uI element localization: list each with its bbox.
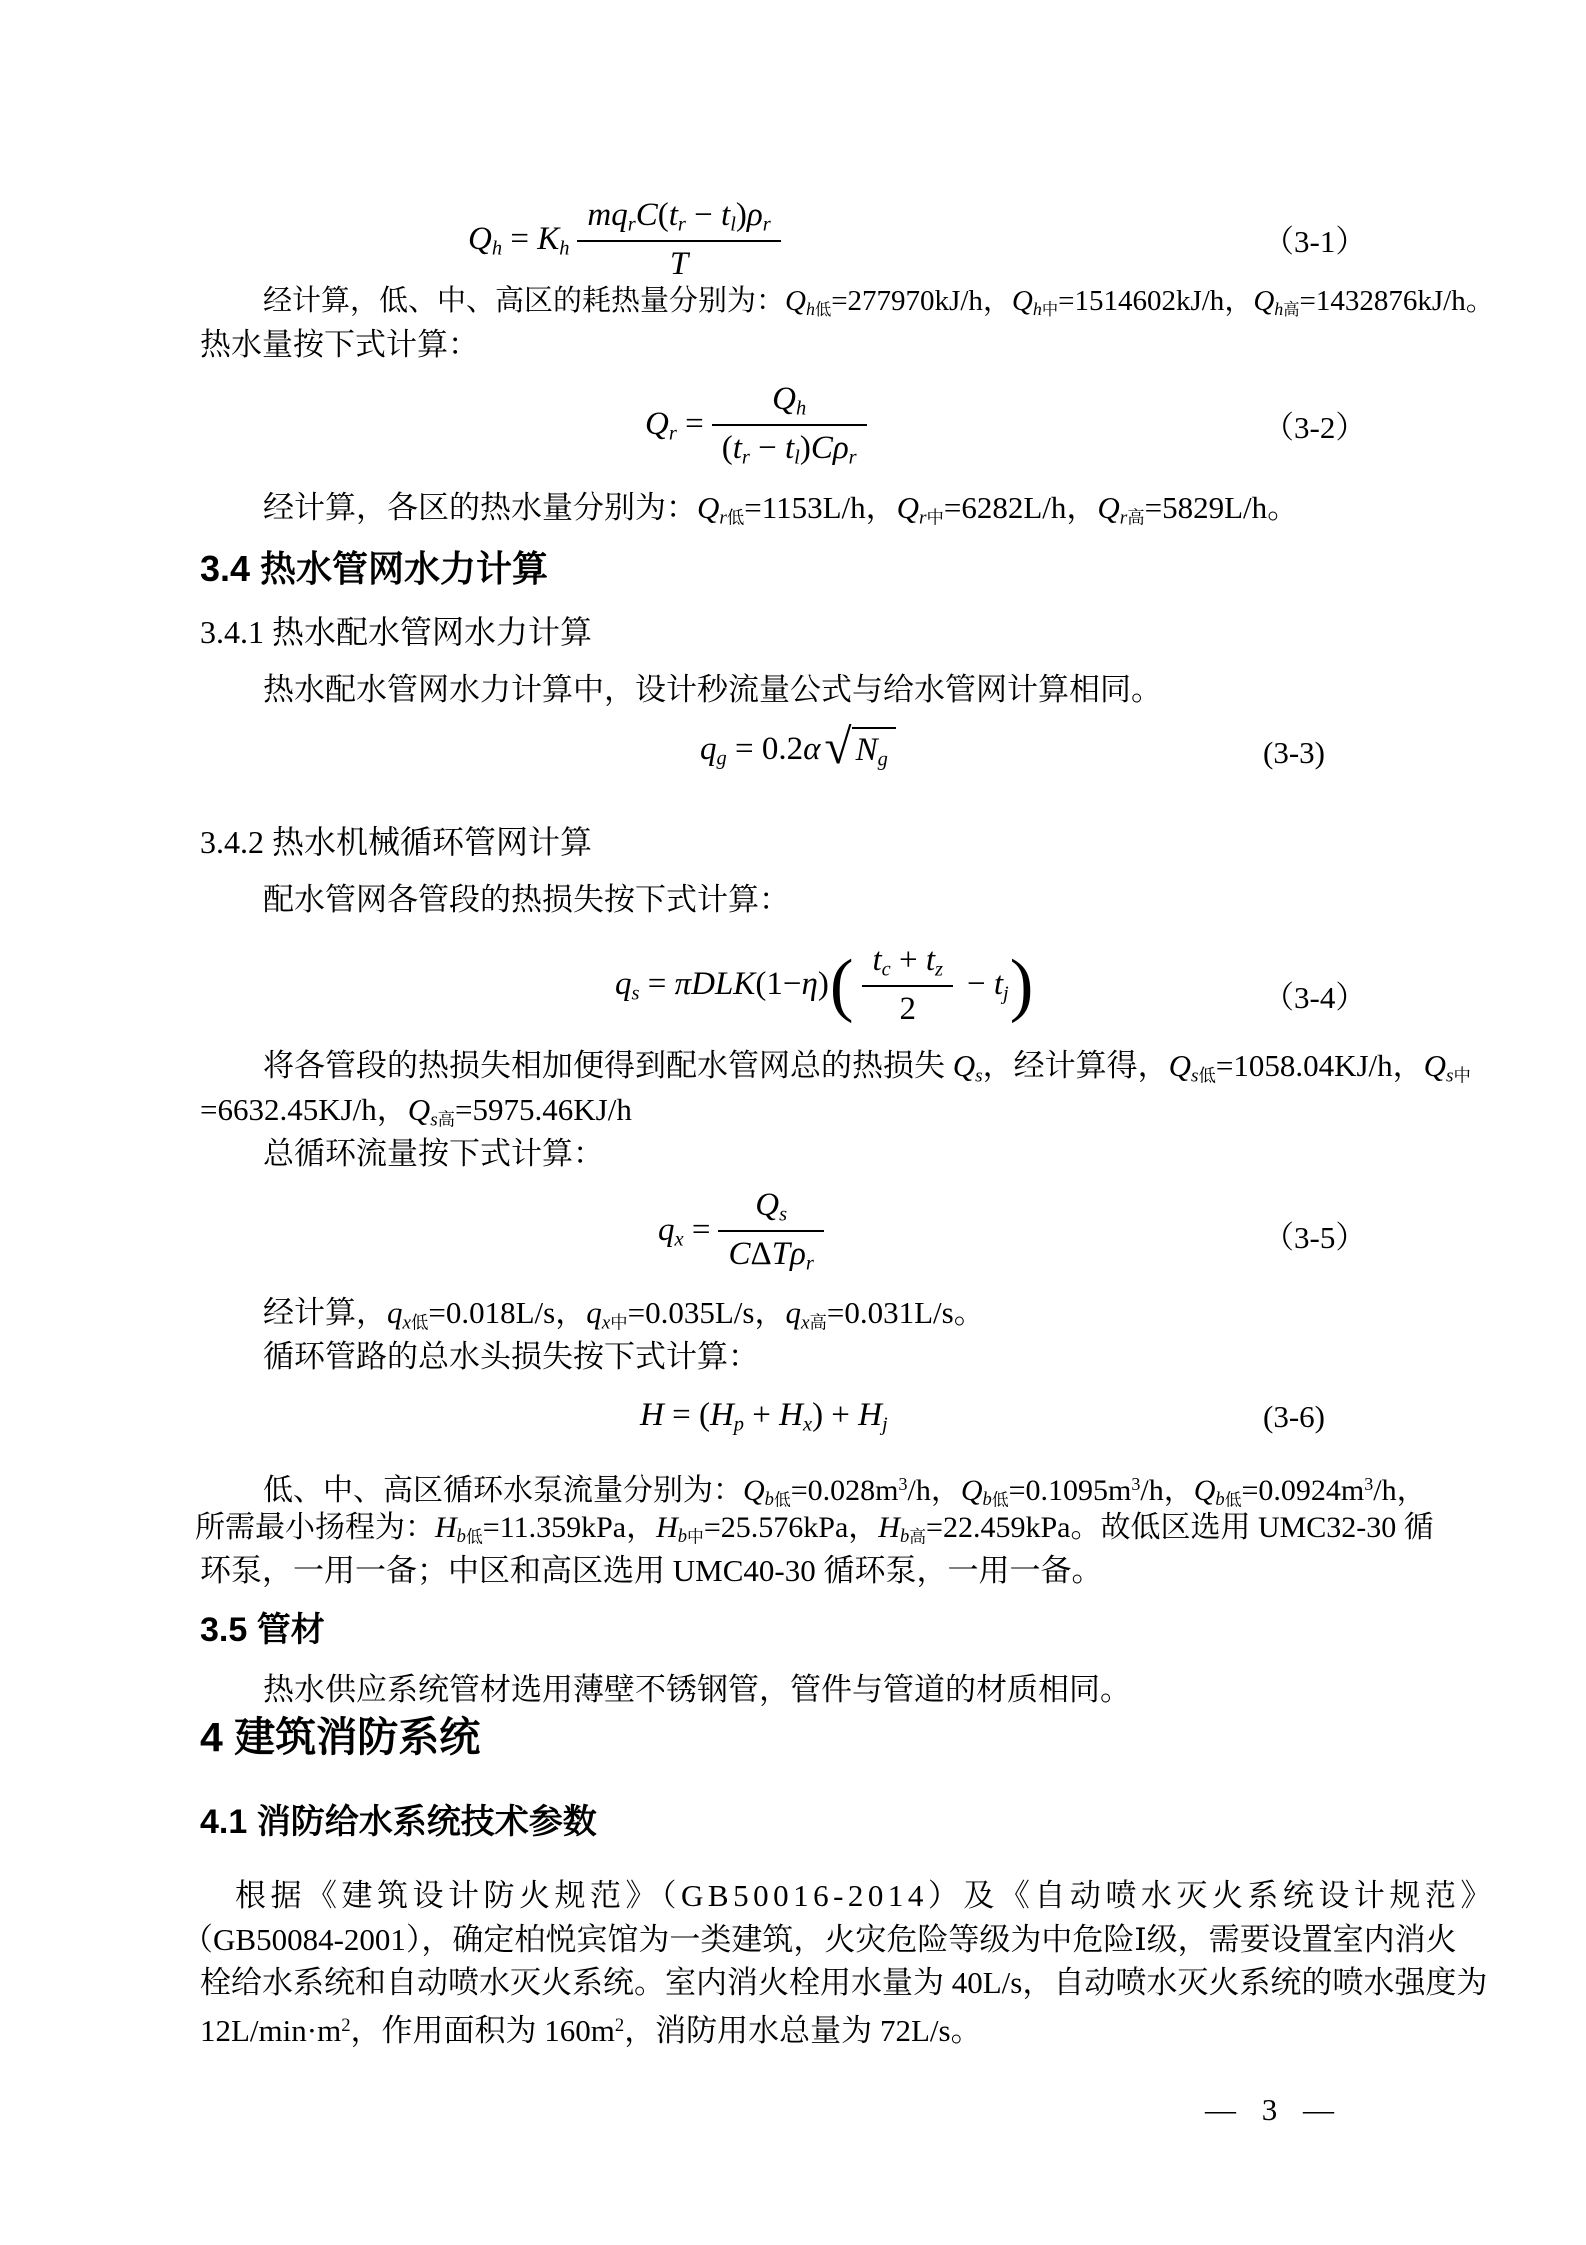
para-fire-code-line1: 根据《建筑设计防火规范》（GB50016-2014）及《自动喷水灭火系统设计规范》 <box>235 1878 1496 1913</box>
left-parenthesis: ( <box>829 946 854 1025</box>
fraction <box>862 941 953 1030</box>
formula-3-4-tail: − tj <box>966 965 1009 1005</box>
para-total-heat-loss-line1: 将各管段的热损失相加便得到配水管网总的热损失 Qs，经计算得，Qs低=1058.04KJ/h，Qs中 <box>263 1048 1471 1087</box>
formula-3-6 <box>640 1396 888 1437</box>
fraction-denominator: T <box>669 246 689 283</box>
square-root <box>824 719 895 776</box>
para-fire-code-line3: 栓给水系统和自动喷水灭火系统。室内消火栓用水量为 40L/s，自动喷水灭火系统的喷水强度为 <box>200 1965 1488 2000</box>
fraction-denominator: (tr − tl)Cρr <box>721 430 857 469</box>
formula-3-2-lhs: Qr = <box>645 405 704 445</box>
right-parenthesis: ) <box>1009 946 1034 1025</box>
fraction <box>712 380 867 471</box>
para-hot-water-formula-intro: 热水量按下式计算： <box>200 327 479 362</box>
heading-3-4-1: 3.4.1 热水配水管网水力计算 <box>200 614 593 650</box>
para-distribution-network-intro: 热水配水管网水力计算中，设计秒流量公式与给水管网计算相同。 <box>263 672 1162 707</box>
radicand: Ng <box>852 727 896 772</box>
equation-tag-3-6: (3-6) <box>1263 1399 1325 1434</box>
formula-3-5-lhs: qx = <box>658 1211 711 1251</box>
formula-3-3-lhs: qg = 0.2α <box>700 731 821 770</box>
fraction-numerator: tc + tz <box>862 941 953 987</box>
para-heat-consumption-results: 经计算，低、中、高区的耗热量分别为：Qh低=277970kJ/h，Qh中=1514602kJ/h，Qh高=1432876kJ/h。 <box>263 285 1495 320</box>
radical-sign: √ <box>824 719 852 774</box>
formula-3-4-lhs: qs = πDLK(1−η) <box>615 965 829 1005</box>
formula-3-5 <box>658 1186 832 1277</box>
para-circulation-flow-intro: 总循环流量按下式计算： <box>263 1136 604 1171</box>
equation-tag-3-2: （3-2） <box>1263 410 1367 445</box>
fraction-denominator: CΔTρr <box>728 1236 814 1275</box>
para-pump-flow-line1: 低、中、高区循环水泵流量分别为：Qb低$=0.028m^3/h$，Qb低$=0.1095m^3/h$，Qb低$=0.0924m^3/h$， <box>263 1473 1427 1511</box>
heading-4-1: 4.1 消防给水系统技术参数 <box>200 1803 597 1841</box>
para-pump-flow-line2: 所需最小扬程为：Hb低=11.359kPa，Hb中=25.576kPa，Hb高=22.459kPa。故低区选用 UMC32-30 循 <box>195 1511 1434 1548</box>
equation-tag-3-1: （3-1） <box>1263 224 1367 259</box>
fraction-numerator: Qh <box>712 380 867 426</box>
equation-tag-3-5: （3-5） <box>1263 1220 1367 1255</box>
para-head-loss-intro: 循环管路的总水头损失按下式计算： <box>263 1339 759 1374</box>
formula-3-3 <box>700 719 896 776</box>
fraction <box>718 1186 823 1277</box>
heading-3-4: 3.4 热水管网水力计算 <box>200 548 549 589</box>
para-pipe-material: 热水供应系统管材选用薄壁不锈钢管，管件与管道的材质相同。 <box>263 1672 1131 1707</box>
page-number: — 3 — <box>1205 2092 1343 2127</box>
fraction-numerator: mqrC(tr − tl)ρr <box>577 196 780 242</box>
formula-3-4 <box>615 941 1034 1030</box>
para-hot-water-results: 经计算，各区的热水量分别为：Qr低=1153L/h，Qr中=6282L/h，Qr高=5829L/h。 <box>263 490 1299 529</box>
formula-3-1 <box>468 196 789 285</box>
fraction-denominator: 2 <box>899 991 916 1028</box>
para-pump-flow-line3: 环泵，一用一备；中区和高区选用 UMC40-30 循环泵，一用一备。 <box>200 1553 1103 1588</box>
para-heat-loss-formula-intro: 配水管网各管段的热损失按下式计算： <box>263 882 790 917</box>
heading-4: 4 建筑消防系统 <box>200 1714 481 1760</box>
formula-3-1-lhs: Qh = Kh <box>468 220 570 260</box>
para-total-heat-loss-line2: =6632.45KJ/h，Qs高=5975.46KJ/h <box>200 1092 632 1131</box>
equation-tag-3-3: (3-3) <box>1263 735 1325 770</box>
formula-3-2 <box>645 380 875 471</box>
heading-3-4-2: 3.4.2 热水机械循环管网计算 <box>200 824 593 860</box>
fraction <box>577 196 780 285</box>
para-circulation-flow-results: 经计算，qx低=0.018L/s，qx中=0.035L/s，qx高=0.031L/s。 <box>263 1295 985 1334</box>
heading-3-5: 3.5 管材 <box>200 1611 325 1649</box>
formula-3-6-body: H = (Hp + Hx) + Hj <box>640 1397 888 1436</box>
para-fire-code-line2: （GB50084-2001），确定柏悦宾馆为一类建筑，火灾危险等级为中危险Ⅰ级，需要设置室内消火 <box>182 1922 1457 1957</box>
para-fire-code-line4: $12L/\min\cdot m^2$，作用面积为 $160m^2$，消防用水总量为 72L/s。 <box>200 2013 982 2049</box>
fraction-numerator: Qs <box>718 1186 823 1232</box>
equation-tag-3-4: （3-4） <box>1263 980 1367 1015</box>
